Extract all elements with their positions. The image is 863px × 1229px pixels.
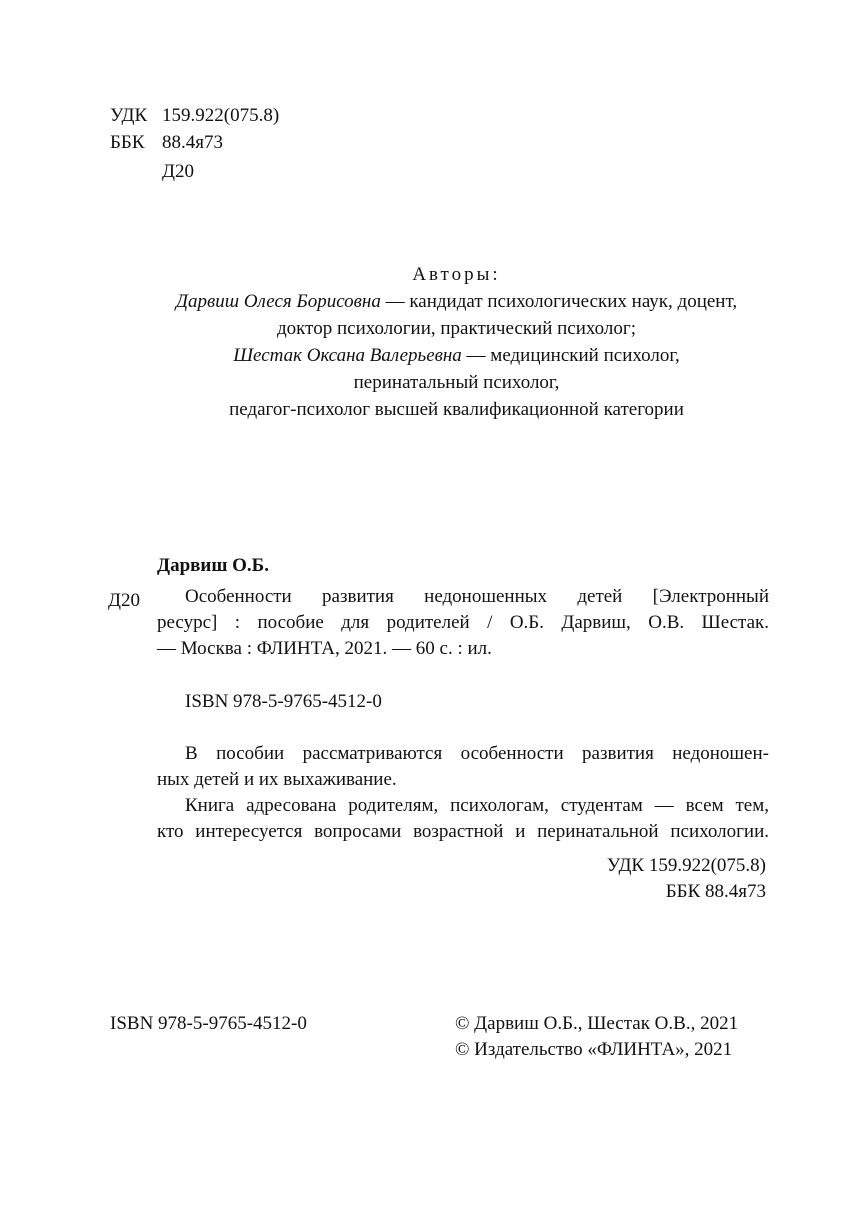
authors-block [100,261,813,423]
bib-line-3: — Москва : ФЛИНТА, 2021. — 60 с. : ил. [157,638,492,659]
author2-line3: педагог-психолог высшей квалификационной категории [229,399,684,420]
udk-label: УДК [110,105,148,126]
bib-line-2: ресурс] : пособие для родителей / О.Б. Дарвиш, О.В. Шестак. [157,612,769,633]
record-udk: УДК 159.922(075.8) [606,855,766,876]
author2-line2: перинатальный психолог, [353,372,560,393]
annotation1-line1: В пособии рассматриваются особенности развития недоношен- [185,743,769,764]
udk-line [110,105,279,127]
bbk-value: 88.4я73 [162,132,223,153]
author2-line1 [100,342,813,369]
bbk-line [110,132,223,154]
main-author-name: Дарвиш О.Б. [157,555,269,576]
author1-line1 [100,288,813,315]
copyright-publisher: © Издательство «ФЛИНТА», 2021 [455,1039,733,1060]
record-isbn: ISBN 978-5-9765-4512-0 [185,691,382,712]
main-author-heading [157,553,269,579]
author-mark-top: Д20 [162,161,194,182]
footer-isbn: ISBN 978-5-9765-4512-0 [110,1013,307,1034]
udk-value: 159.922(075.8) [162,105,280,126]
annotation2-line1: Книга адресована родителям, психологам, студентам — всем тем, [185,795,769,816]
author2-desc: — медицинский психолог, [461,345,680,366]
copyright-authors: © Дарвиш О.Б., Шестак О.В., 2021 [455,1013,739,1034]
record-mark: Д20 [108,590,140,611]
annotation2-line2: кто интересуется вопросами возрастной и перинатальной психологии. [157,821,769,842]
record-bbk: ББК 88.4я73 [665,881,766,902]
authors-heading: Авторы: [412,264,501,285]
bib-line-1: Особенности развития недоношенных детей [Электронный [185,586,769,607]
author2-name: Шестак Оксана Валерьевна [233,345,462,366]
author1-name: Дарвиш Олеся Борисовна [175,291,381,312]
author1-line2: доктор психологии, практический психолог; [277,318,636,339]
author1-desc: — кандидат психологических наук, доцент, [380,291,738,312]
bbk-label: ББК [110,132,145,153]
annotation [157,741,769,845]
bibliographic-description [157,584,769,662]
annotation1-line2: ных детей и их выхаживание. [157,769,397,790]
